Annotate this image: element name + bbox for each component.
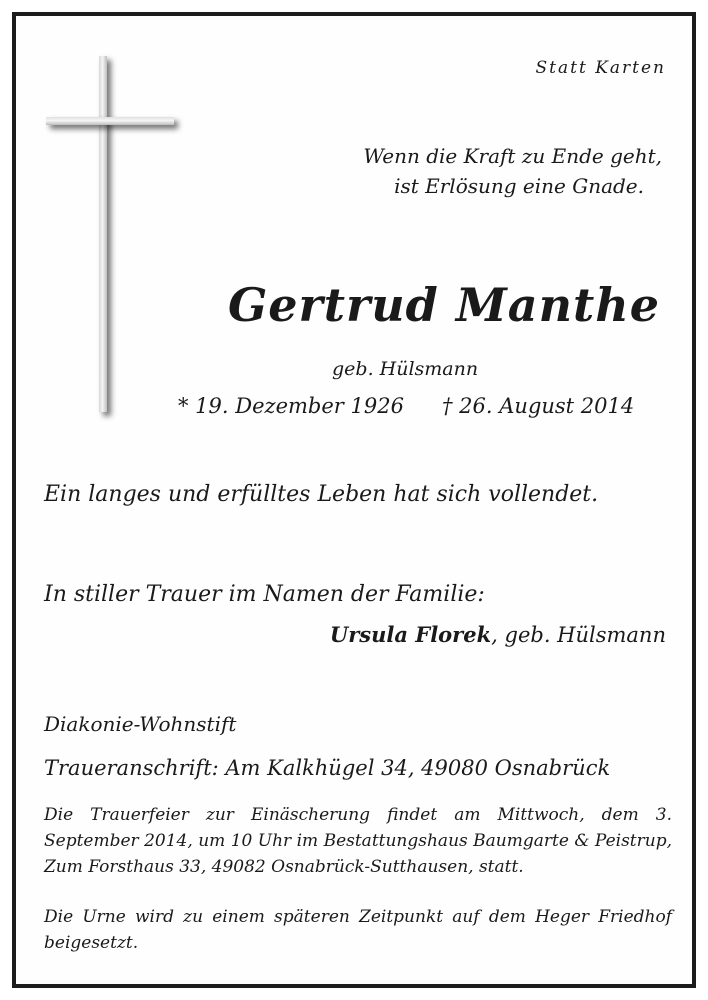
cross-horizontal-beam [46,117,174,125]
statt-karten-label: Statt Karten [535,58,666,78]
death-date: † 26. August 2014 [442,394,635,418]
mourner-maiden: , geb. Hülsmann [491,623,666,647]
urn-paragraph: Die Urne wird zu einem späteren Zeitpunkt auf dem Heger Friedhof beigesetzt. [44,907,672,953]
maiden-name: geb. Hülsmann [332,358,479,380]
motto-line-1: Wenn die Kraft zu Ende geht, [363,144,662,168]
tribute-line: Ein langes und erfülltes Leben hat sich vollendet. [44,482,599,507]
mourner-signature [330,622,666,647]
cross-vertical-beam [99,56,107,412]
ceremony-paragraph: Die Trauerfeier zur Einäscherung findet am Mittwoch, dem 3. September 2014, um 10 Uhr im Bestattungshaus Baumgarte & Peistrup, Zum Forsthaus 33, 49082 Osnabrück-Sutthausen, statt. [44,805,672,877]
mourning-address: Traueranschrift: Am Kalkhügel 34, 49080 Osnabrück [44,756,611,780]
obituary-frame [12,12,696,988]
motto-line-2: ist Erlösung eine Gnade. [394,174,644,198]
birth-date: * 19. Dezember 1926 [178,394,404,418]
mourner-name: Ursula Florek [329,622,492,647]
deceased-name: Gertrud Manthe [227,278,660,332]
mourning-intro: In stiller Trauer im Namen der Familie: [44,582,485,607]
residence-line: Diakonie-Wohnstift [44,712,237,736]
